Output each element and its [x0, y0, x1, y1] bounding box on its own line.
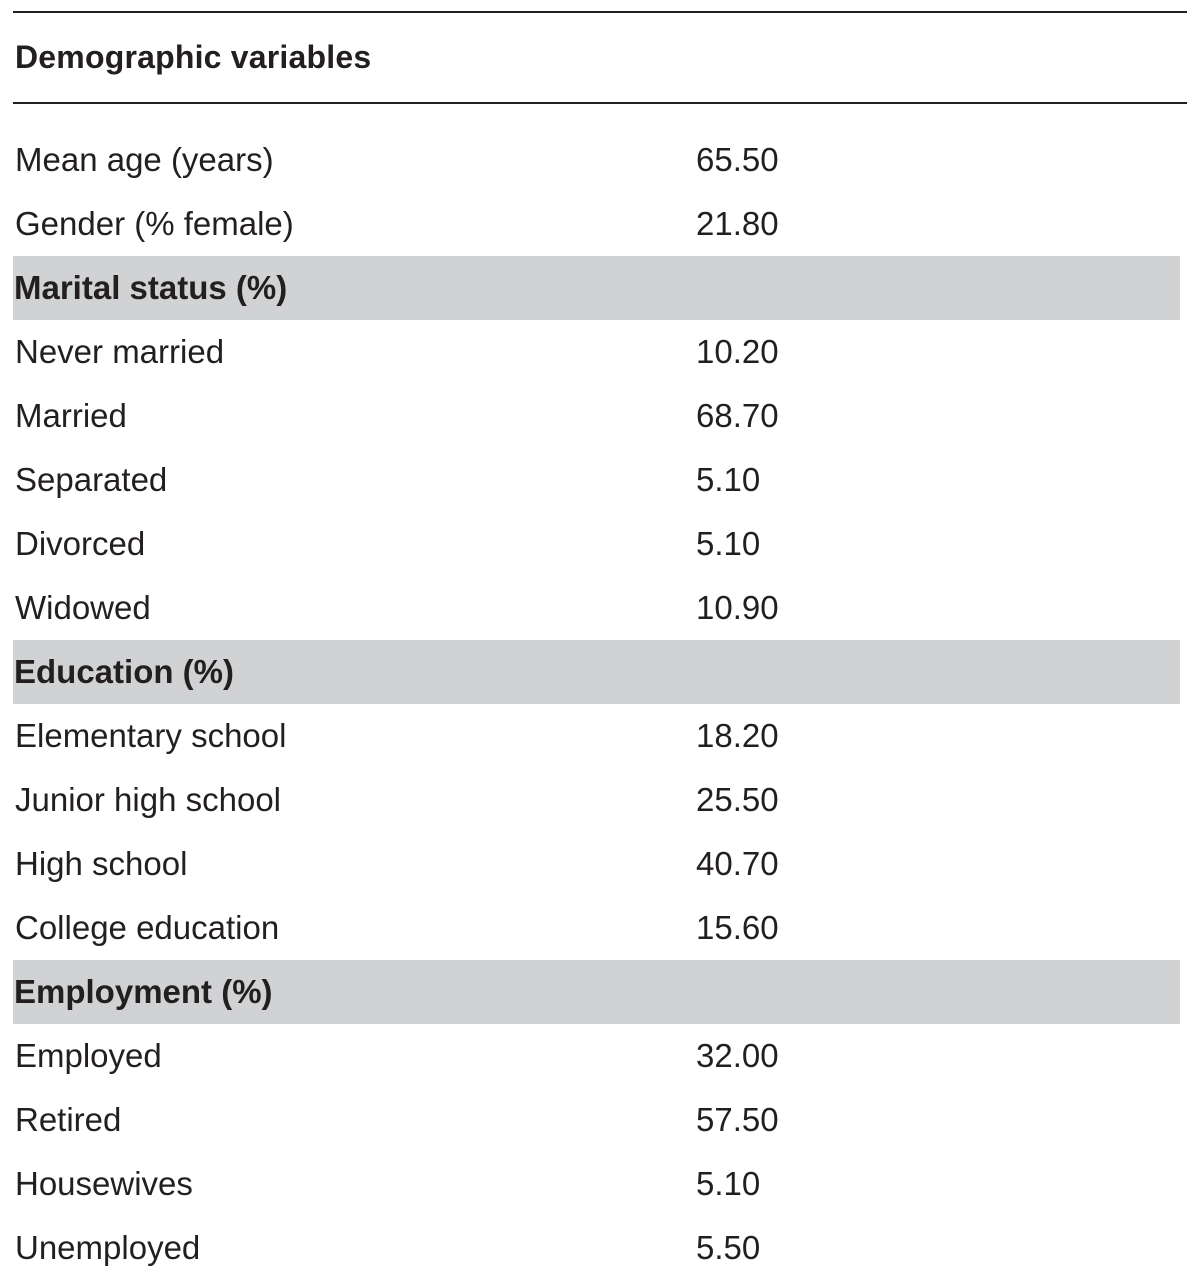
- table-row: [13, 1152, 1187, 1216]
- section-label: Employment (%): [14, 973, 273, 1010]
- section-row-employment: [13, 960, 1180, 1024]
- row-value: 5.10: [696, 525, 761, 562]
- section-label: Education (%): [14, 653, 234, 690]
- row-label: High school: [15, 845, 188, 882]
- row-value: 5.10: [696, 461, 761, 498]
- row-label: Junior high school: [15, 781, 281, 818]
- table-row: [13, 192, 1187, 256]
- row-label: Gender (% female): [15, 205, 294, 242]
- row-value: 18.20: [696, 717, 779, 754]
- row-label: Divorced: [15, 525, 146, 562]
- table-row: [13, 320, 1187, 384]
- row-value: 10.20: [696, 333, 779, 370]
- table-row: [13, 384, 1187, 448]
- row-label: Retired: [15, 1101, 122, 1138]
- row-value: 65.50: [696, 141, 779, 178]
- table-row: [13, 832, 1187, 896]
- row-value: 57.50: [696, 1101, 779, 1138]
- table-row: [13, 1216, 1187, 1280]
- table-row: [13, 1088, 1187, 1152]
- row-label: Mean age (years): [15, 141, 274, 178]
- row-value: 5.50: [696, 1229, 761, 1266]
- row-label: Never married: [15, 333, 225, 370]
- section-label: Marital status (%): [14, 269, 288, 306]
- row-label: College education: [15, 909, 280, 946]
- row-value: 21.80: [696, 205, 779, 242]
- row-label: Housewives: [15, 1165, 193, 1202]
- table-row: [13, 576, 1187, 640]
- table-row: [13, 1024, 1187, 1088]
- row-value: 15.60: [696, 909, 779, 946]
- row-value: 32.00: [696, 1037, 779, 1074]
- section-row-education: [13, 640, 1180, 704]
- row-value: 5.10: [696, 1165, 761, 1202]
- table-row: [13, 896, 1187, 960]
- table-row: [13, 448, 1187, 512]
- row-label: Unemployed: [15, 1229, 201, 1266]
- table-header-rule: [13, 102, 1187, 104]
- row-value: 68.70: [696, 397, 779, 434]
- row-label: Elementary school: [15, 717, 287, 754]
- row-value: 10.90: [696, 589, 779, 626]
- row-label: Separated: [15, 461, 168, 498]
- table-body: [13, 128, 1187, 1280]
- section-row-marital-status: [13, 256, 1180, 320]
- table-row: [13, 128, 1187, 192]
- table-row: [13, 512, 1187, 576]
- row-value: 40.70: [696, 845, 779, 882]
- table-row: [13, 704, 1187, 768]
- row-label: Employed: [15, 1037, 162, 1074]
- row-label: Married: [15, 397, 127, 434]
- row-value: 25.50: [696, 781, 779, 818]
- table-row: [13, 768, 1187, 832]
- column-header-demographic-variables: Demographic variables: [15, 39, 372, 75]
- row-label: Widowed: [15, 589, 151, 626]
- table-header: [13, 13, 1187, 102]
